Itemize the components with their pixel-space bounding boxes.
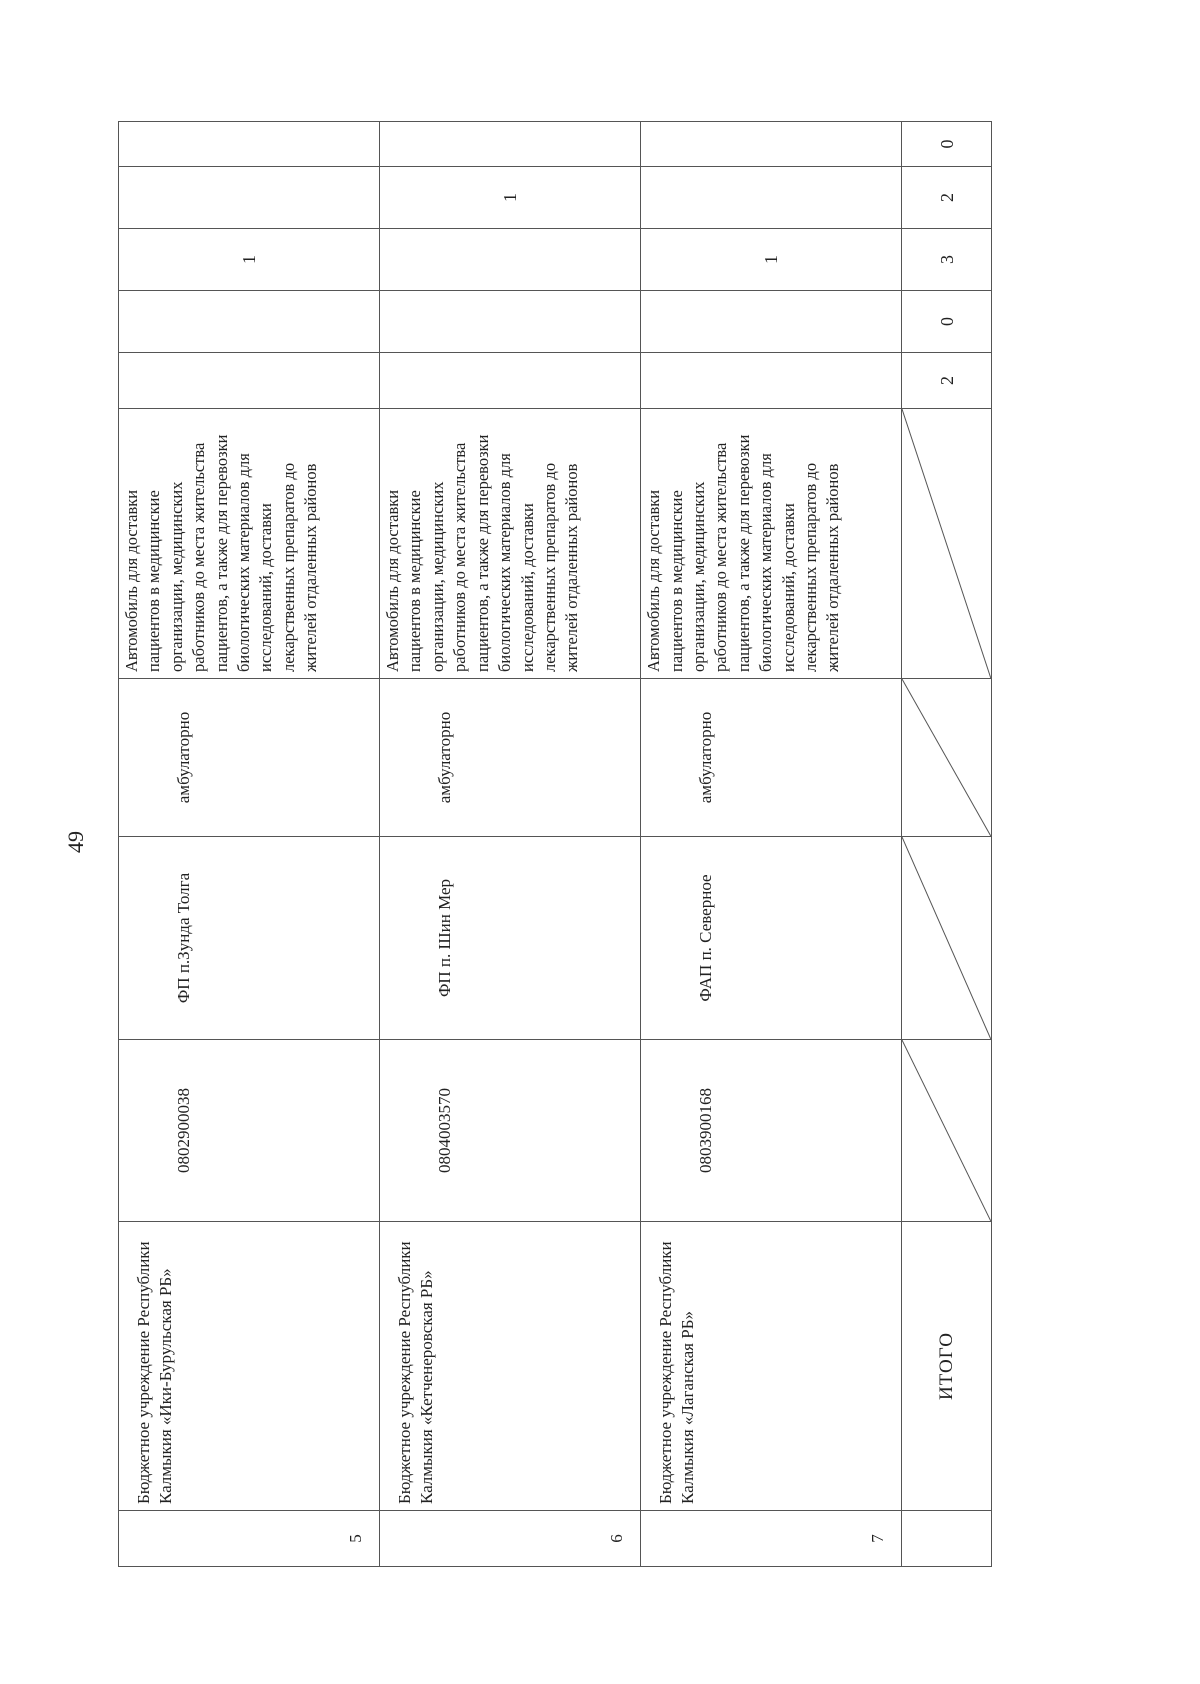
- quantity-cell-4: [641, 167, 902, 229]
- organization-name: Бюджетное учреждение Республики Калмыкия «Лаганская РБ»: [641, 1222, 902, 1511]
- row-number: 5: [119, 1511, 380, 1567]
- row-number: 6: [380, 1511, 641, 1567]
- total-row: [902, 122, 992, 1567]
- total-value-5: 0: [902, 122, 992, 167]
- total-empty-cell: [902, 1511, 992, 1567]
- organization-code: 0804003570: [380, 1040, 641, 1222]
- care-condition: амбулаторно: [380, 679, 641, 837]
- care-condition: амбулаторно: [119, 679, 380, 837]
- vehicle-allocation-table: [118, 121, 992, 1567]
- total-value-3: 3: [902, 229, 992, 291]
- crossed-out-cell: [902, 409, 992, 679]
- quantity-cell-1: [641, 353, 902, 409]
- row-number: 7: [641, 1511, 902, 1567]
- medical-post-name: ФП п.Зунда Толга: [119, 837, 380, 1040]
- quantity-cell-2: [641, 291, 902, 353]
- quantity-cell-5: [641, 122, 902, 167]
- page-number: 49: [63, 831, 88, 853]
- vehicle-purpose: Автомобиль для доставки пациентов в медицинские организации, медицинских работников до места жительства пациентов, а также для перевозки биологических материалов для исследований, доставки лекарственных препаратов до жителей отдаленных районов: [641, 409, 902, 679]
- rotated-table-wrapper: [118, 122, 992, 1567]
- quantity-cell-1: [380, 353, 641, 409]
- crossed-out-cell: [902, 679, 992, 837]
- vehicle-purpose: Автомобиль для доставки пациентов в медицинские организации, медицинских работников до места жительства пациентов, а также для перевозки биологических материалов для исследований, доставки лекарственных препаратов до жителей отдаленных районов: [119, 409, 380, 679]
- quantity-cell-3: [380, 229, 641, 291]
- care-condition: амбулаторно: [641, 679, 902, 837]
- quantity-cell-5: [119, 122, 380, 167]
- table-row: [119, 122, 380, 1567]
- medical-post-name: ФАП п. Северное: [641, 837, 902, 1040]
- total-value-4: 2: [902, 167, 992, 229]
- total-value-1: 2: [902, 353, 992, 409]
- total-value-2: 0: [902, 291, 992, 353]
- quantity-cell-3: 1: [641, 229, 902, 291]
- quantity-cell-4: 1: [380, 167, 641, 229]
- vehicle-purpose: Автомобиль для доставки пациентов в медицинские организации, медицинских работников до места жительства пациентов, а также для перевозки биологических материалов для исследований, доставки лекарственных препаратов до жителей отдаленных районов: [380, 409, 641, 679]
- table-row: [641, 122, 902, 1567]
- organization-name: Бюджетное учреждение Республики Калмыкия «Ики-Бурульская РБ»: [119, 1222, 380, 1511]
- quantity-cell-4: [119, 167, 380, 229]
- quantity-cell-3: 1: [119, 229, 380, 291]
- quantity-cell-2: [380, 291, 641, 353]
- total-label: ИТОГО: [902, 1222, 992, 1511]
- organization-code: 0802900038: [119, 1040, 380, 1222]
- crossed-out-cell: [902, 1040, 992, 1222]
- quantity-cell-5: [380, 122, 641, 167]
- quantity-cell-2: [119, 291, 380, 353]
- quantity-cell-1: [119, 353, 380, 409]
- crossed-out-cell: [902, 837, 992, 1040]
- medical-post-name: ФП п. Шин Мер: [380, 837, 641, 1040]
- table-row: [380, 122, 641, 1567]
- organization-code: 0803900168: [641, 1040, 902, 1222]
- organization-name: Бюджетное учреждение Республики Калмыкия «Кетченеровская РБ»: [380, 1222, 641, 1511]
